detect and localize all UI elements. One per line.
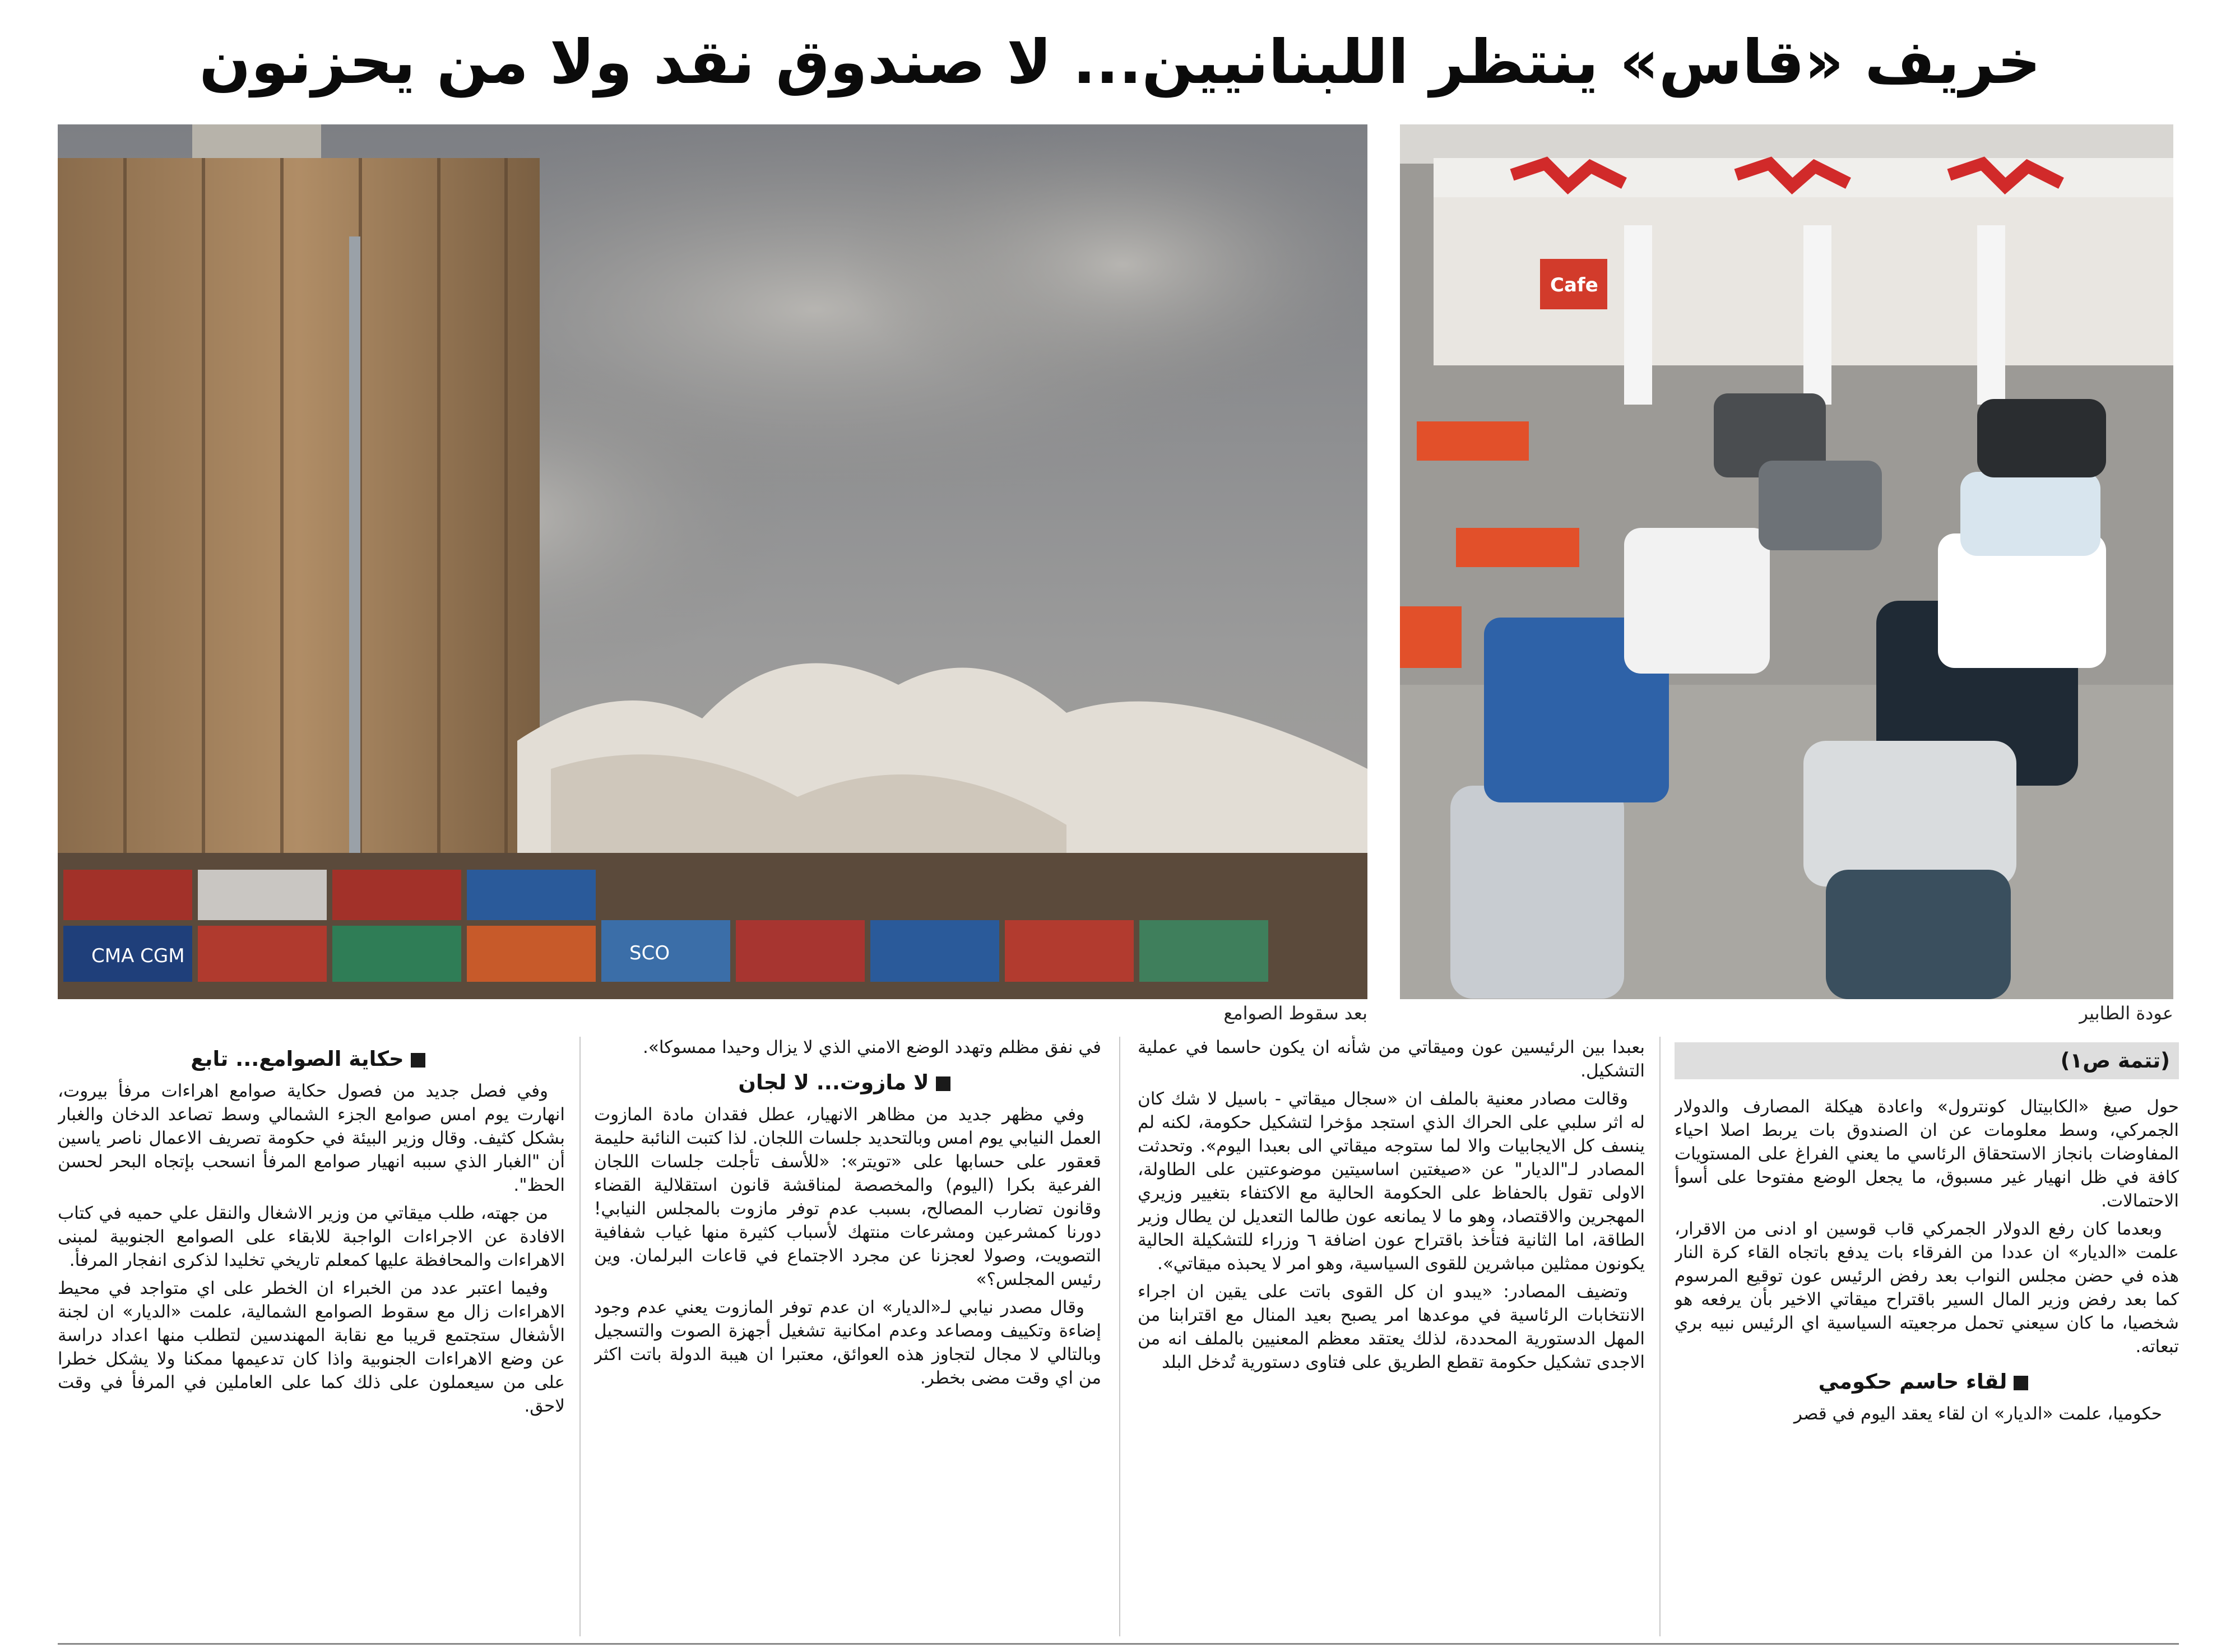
subhead-text: لا مازوت... لا لجان (738, 1070, 929, 1094)
bullet-square-icon (936, 1076, 950, 1091)
subhead-government-meeting (1675, 1364, 2179, 1400)
container-label-sco: SCO (629, 942, 670, 964)
col4-paragraph-2: من جهته، طلب ميقاتي من وزير الاشغال والنقل علي حميه في كتاب الافادة عن الاجراءات الواجبة للابقاء على الصوامع الجنوبية لمبنى الاهراءات والمحافظة عليها كمعلم تاريخي تخليدا لذكرى انفجار المرفأ. (58, 1203, 565, 1270)
col1-paragraph-1: حول صيغ «الكابيتال كونترول» واعادة هيكلة المصارف والدولار الجمركي، وسط معلومات عن ان الصندوق بات يربط اصلا احياء المفاوضات بانجاز الاستحقاق الرئاسي ما يعني الفراغ على المستويات كافة في ظل انهيار غير مسبوق، ما يجعل الوضع مفتوحا على أسوأ الاحتمالات. (1675, 1097, 2179, 1211)
subhead-silos-story (58, 1041, 565, 1077)
headline: خريف «قاس» ينتظر اللبنانيين... لا صندوق نقد ولا من يحزنون (199, 27, 2041, 98)
col4-paragraph-3: وفيما اعتبر عدد من الخبراء ان الخطر على اي متواجد في محيط الاهراءات زال مع سقوط الصوامع الشمالية، علمت «الديار» ان لجنة الأشغال ستجتمع قريبا مع نقابة المهندسين لتطلب منها اعداد دراسة عن وضع الاهراءات الجنوبية واذا كان تدعيمها ممكنا ولا يشكل خطرا على من سيعملون على ذلك كما على العاملين في المرفأ في وقت لاحق. (58, 1278, 565, 1416)
bullet-square-icon (411, 1053, 425, 1068)
photo-caption-silos: بعد سقوط الصوامع (1223, 1003, 1367, 1024)
article-column-3 (594, 1036, 1101, 1640)
subhead-no-diesel (594, 1065, 1101, 1101)
station-sign-text: Cafe (1550, 274, 1598, 296)
bullet-square-icon (2014, 1376, 2028, 1390)
fuel-queue-illustration (1400, 124, 2173, 999)
col4-paragraph-1: وفي فصل جديد من فصول حكاية صوامع اهراءات مرفأ بيروت، انهارت يوم امس صوامع الجزء الشمالي وسط تصاعد الدخان والغبار بشكل كثيف. وقال وزير البيئة في حكومة تصريف الاعمال ناصر ياسين أن "الغبار الذي سببه انهيار صوامع المرفأ انسحب بإتجاه البحر لحسن الحظ". (58, 1081, 565, 1195)
article-column-4 (58, 1036, 565, 1640)
container-label-cma: CMA CGM (91, 945, 185, 967)
column-divider (1119, 1037, 1120, 1636)
photo-silos-collapse (58, 124, 1367, 999)
silos-illustration (58, 124, 1367, 999)
col3-paragraph-1: في نفق مظلم وتهدد الوضع الامني الذي لا يزال وحيدا ممسوكا». (643, 1037, 1101, 1057)
col2-paragraph-1: بعبدا بين الرئيسين عون وميقاتي من شأنه ان يكون حاسما في عملية التشكيل. (1138, 1037, 1645, 1081)
subhead-text: حكاية الصوامع... تابع (191, 1047, 404, 1071)
col3-paragraph-2: وفي مظهر جديد من مظاهر الانهيار، عطل فقدان مادة المازوت العمل النيابي يوم امس وبالتحديد جلسات اللجان. لذا كتبت النائبة حليمة قعقور على حسابها على «تويتر»: «للأسف تأجلت جلسات اللجان الفرعية بكرا (اليوم) والمخصصة لمناقشة قانون استقلالية القضاء وقانون تضارب المصالح، بسبب عدم توفر مازوت بالمجلس النيابي! دورنا كمشرعين ومشرعات منتهك لأسباب كثيرة منها غياب شفافية التصويت، وصولا لعجزنا عن مجرد الاجتماع في قاعات البرلمان. وين رئيس المجلس؟» (594, 1105, 1101, 1289)
article-column-2 (1138, 1036, 1645, 1640)
col3-paragraph-3: وقال مصدر نيابي لـ«الديار» ان عدم توفر المازوت يعني عدم وجود إضاءة وتكييف ومصاعد وعدم امكانية تشغيل أجهزة الصوت والتسجيل وبالتالي لا مجال لتجاوز هذه العوائق، معتبرا ان هيبة الدولة باتت اكثر من اي وقت مضى بخطر. (594, 1297, 1101, 1388)
bottom-rule (58, 1643, 2179, 1645)
photo-fuel-queue (1400, 124, 2173, 999)
photo-caption-queue: عودة الطابير (2079, 1003, 2173, 1024)
column-divider (1659, 1037, 1661, 1636)
column-divider (579, 1037, 581, 1636)
subhead-text: لقاء حاسم حكومي (1818, 1370, 2007, 1394)
col2-paragraph-3: وتضيف المصادر: «يبدو ان كل القوى باتت على يقين ان اجراء الانتخابات الرئاسية في موعدها امر يصبح بعيد المنال مع اقترابنا من المهل الدستورية المحددة، لذلك يعتقد معظم المعنيين بالملف انه من الاجدى تشكيل حكومة تقطع الطريق على فتاوى دستورية تُدخل البلد (1138, 1282, 1645, 1372)
col1-paragraph-2: وبعدما كان رفع الدولار الجمركي قاب قوسين او ادنى من الاقرار، علمت «الديار» ان عددا من الفرقاء بات يدفع باتجاه القاء كرة النار هذه في حضن مجلس النواب بعد رفض الرئيس عون توقيع المرسوم كما بعد رفض وزير المال السير باقتراح ميقاتي الاخير بأن يرفعه هو شخصيا، ما كان سيعني تحمل مرجعيته السياسية اي الرئيس نبيه بري تبعاته. (1675, 1219, 2179, 1357)
col2-paragraph-2: وقالت مصادر معنية بالملف ان «سجال ميقاتي - باسيل لا شك كان له اثر سلبي على الحراك الذي استجد مؤخرا لتشكيل حكومة، لكنه لم ينسف كل الايجابيات والا لما ستوجه ميقاتي الى بعبدا اليوم». وتحدثت المصادر لـ"الديار" عن «صيغتين اساسيتين موضوعتين على الطاولة، الاولى تقول بالحفاظ على الحكومة الحالية مع الاكتفاء بتغيير وزيري المهجرين والاقتصاد، وهو ما لا يمانعه عون طالما التعديل لن يطال وزير الطاقة، اما الثانية فتأخذ باقتراح عون اضافة ٦ وزراء للتشكيلة الحالية يكونون ممثلين مباشرين للقوى السياسية، وهو امر لا يحبذه ميقاتي». (1138, 1089, 1645, 1274)
article-column-1 (1675, 1036, 2179, 1640)
continued-from-label: (تتمة ص١) (1675, 1042, 2179, 1079)
col1-paragraph-3: حكوميا، علمت «الديار» ان لقاء يعقد اليوم في قصر (1793, 1404, 2162, 1424)
